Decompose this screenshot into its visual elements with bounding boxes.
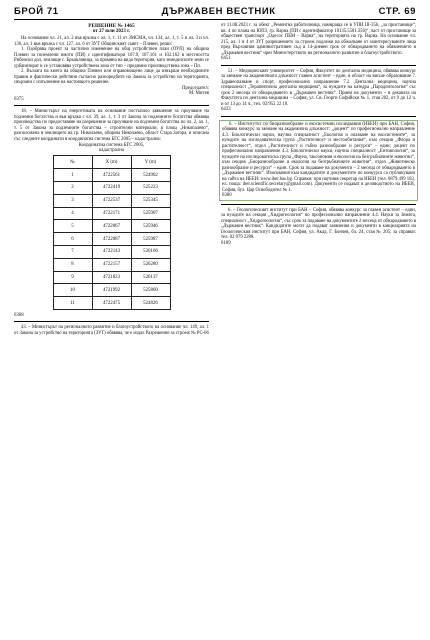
cell-x: 4722475 xyxy=(92,297,131,310)
page-header xyxy=(14,6,416,20)
decision-para-2: 1. Одобрява проект за частично изменение на общ устройствен план (ОУП) на община Плевен за поземлени имоти (ПИ) с идентификатори 107.9, 107.161 и 102.162 в местността Рибенски дол, землище с. Брышляница, за промяна на вида територия, като земеделските земи се урбанизират и се установява устройствена зона от тип – предимно производствена зона – Пп. xyxy=(14,47,209,69)
table-row xyxy=(53,220,170,233)
cell-x: 4722561 xyxy=(92,169,131,182)
cell-number: 5 xyxy=(53,220,92,233)
divider xyxy=(221,116,416,117)
chair-name: М. Митев xyxy=(189,91,209,97)
page-number: СТР. 69 xyxy=(378,6,416,17)
cell-number: 4 xyxy=(53,207,92,220)
cell-y: 525946 xyxy=(131,220,170,233)
issue-number: БРОЙ 71 xyxy=(14,6,59,17)
decision-date: от 27 юли 2023 г. xyxy=(92,29,131,34)
table-row xyxy=(53,181,170,194)
ministry-para: 18. – Министърът на енергетиката на основание постъпило заявление за проучване на подземни богатства и във връзка с чл. 39, ал. 1, т. 3 от Закона за подземните богатства обявява производство по предоставяне на разрешение за проучване на подземни богатства по чл. 2, ал. 1, т. 5 от Закона за подземните богатства – строителни материали, в площ „Никопалево“, разположена в землището на гр. Николаево, община Николаево, област Стара Загора, и описана със следните координати в координатна система БГС 2005 – кадастрална: xyxy=(14,109,209,142)
coord-table-title-line2: кадастрална xyxy=(99,148,124,154)
right-column xyxy=(221,23,416,336)
mu-sofia-para: 51. – Медицинският университет – София, Факултет по дентална медицина, обявява конкурс за заемане на академичната длъжност главен асистент – един, в област на висше образование 7. Здравеопазване и спорт, професионално направление 7.2. Дентална медицина, научна специалност „Терапевтична дентална медицина“, за нуждите на катедра „Пародонтология“ със срок 2 месеца от обнародването в „Държавен вестник“. Прием на документи – в деканата на Факултета по дентална медицина – София, ул. Св. Георги Софийски № 1, стая 202, от 9 до 12 ч. и от 13 до 14 ч., тел. 02/952 22 10. xyxy=(221,68,416,107)
cell-x: 4722171 xyxy=(92,207,131,220)
cell-number: 2 xyxy=(53,181,92,194)
cell-x: 4722537 xyxy=(92,194,131,207)
highlighted-announcement xyxy=(219,120,418,201)
ref-code-6380: 6380 xyxy=(222,193,232,198)
cell-number: 7 xyxy=(53,245,92,258)
decision-para-3: 2. Възлага на кмета на община Плевен или оправомощено лице да извърши необходимите правни и фактически действия съгласно разпоредбите на Закона за устройство на територията, свързани с изпълнение на настоящото решение. xyxy=(14,69,209,85)
table-row xyxy=(53,297,170,310)
cell-x: 4722143 xyxy=(92,245,131,258)
columns xyxy=(14,23,416,336)
cell-x: 4721823 xyxy=(92,271,131,284)
table-row xyxy=(53,284,170,297)
col-header-x: X (m) xyxy=(92,156,131,169)
decision-para-1: На основание чл. 21, ал. 2 във връзка с ал. 1, т. 11 от ЗМСМА, чл. 134, ал. 1, т. 5 и ал. 3 и чл. 136, ал. 1 във връзка с чл. 127, ал. 6 от ЗУТ Общинският съвет – Плевен, реши: xyxy=(14,36,209,47)
cell-y: 524902 xyxy=(131,169,170,182)
table-row xyxy=(53,245,170,258)
ref-code-6189: 6189 xyxy=(221,240,231,246)
cell-number: 8 xyxy=(53,258,92,271)
cell-y: 525345 xyxy=(131,194,170,207)
table-row xyxy=(53,258,170,271)
table-row xyxy=(53,207,170,220)
left-column xyxy=(14,23,209,336)
mrrb-para: 43. – Министърът на регионалното развитие и благоустройството на основание чл. 149, ал. 1 от Закона за устройство на територията (ЗУТ) обявява, че е издал Разрешение за строеж № РС-66 xyxy=(14,325,209,336)
geo-institute-para: 6. – Геологическият институт при БАН – София, обявява конкурс за главен асистент – един, за нуждите на секция „Хидрогеология“ по професионално направление 4.4. Науки за Земята, специалност „Хидрогеология“, със срок за подаване на документите 2 месеца от обнародването в „Държавен вестник“. Кандидатите могат да подават заявления и документи в канцеларията на Геологическия институт при БАН, София, ул. Акад. Г. Бончев, бл. 24, стая № 205; за справки: тел. 02 979 2288. xyxy=(221,207,416,240)
coordinate-table xyxy=(53,155,171,310)
cell-x: 4722067 xyxy=(92,220,131,233)
continued-para: от 11.08.2023 г. за обект „Ремонтна работилница, намираща се в УПИ III-356, „за пристанище“, кв. 4 по плана на ЮПЗ, гр. Варна (ПИ с идентификатор 10135.5501.356)“, част от пристанище за обществен транспорт „Одесос ПБМ – Варна“, на територията на гр. Варна. На основание чл. 215, ал. 1 и 4 от ЗУТ разрешението за строеж подлежи на обжалване от заинтересуваните лица пред Върховния административен съд в 14-дневен срок от обнародването на обявлението в „Държавен вестник“ чрез Министерството на регионалното развитие и благоустройството. xyxy=(221,23,416,56)
coord-table-title-line1: Координатна система БГС 2005, xyxy=(78,143,145,149)
table-row xyxy=(53,271,170,284)
cell-y: 525907 xyxy=(131,207,170,220)
ref-code-6433: 6433 xyxy=(221,107,231,112)
cell-y: 525223 xyxy=(131,181,170,194)
cell-y: 526166 xyxy=(131,245,170,258)
cell-y: 525860 xyxy=(131,284,170,297)
col-header-y: Y (m) xyxy=(131,156,170,169)
table-header-row xyxy=(53,156,170,169)
cell-x: 4722419 xyxy=(92,181,131,194)
cell-x: 4721992 xyxy=(92,284,131,297)
ref-code-6451: 6451 xyxy=(221,56,231,61)
ref-code-6375: 6375 xyxy=(14,96,24,102)
cell-number: 6 xyxy=(53,233,92,246)
cell-number: 11 xyxy=(53,297,92,310)
chair-label: Председател: xyxy=(181,85,209,91)
decision-title: РЕШЕНИЕ № 1465 xyxy=(88,23,135,29)
coord-table-title xyxy=(14,143,209,153)
table-row xyxy=(53,194,170,207)
cell-number: 9 xyxy=(53,271,92,284)
cell-y: 526280 xyxy=(131,258,170,271)
divider xyxy=(14,321,209,322)
table-row xyxy=(53,233,170,246)
publication-title: ДЪРЖАВЕН ВЕСТНИК xyxy=(161,6,276,17)
divider xyxy=(14,105,209,106)
table-row xyxy=(53,169,170,182)
divider xyxy=(221,65,416,66)
cell-number: 3 xyxy=(53,194,92,207)
col-header-number: № xyxy=(53,156,92,169)
ref-code-6368: 6368 xyxy=(14,312,24,318)
cell-y: 524826 xyxy=(131,297,170,310)
cell-x: 4722087 xyxy=(92,233,131,246)
cell-number: 10 xyxy=(53,284,92,297)
cell-y: 526137 xyxy=(131,271,170,284)
cell-number: 1 xyxy=(53,169,92,182)
ibei-para: 6. – Институтът по биоразнообразие и екосистемни изследвания (ИБЕИ) при БАН, София, обявява конкурс за заемане на академична длъжност: „доцент“ по професионално направление 4.3. Биологически науки, научна специалност „Екология и опазване на екосистемите“, за нуждите на изследователска група „Растителност и местообитания“, към секция „Флора и растителност“, отдел „Растителност и гъбно разнообразие и ресурси“ – един; доцент по професионално направление 4.3. Биологически науки, научна специалност „Ентомология“, за нуждите на изследователска група „Фауна, таксономия и екология на безгръбначните животни“, към секция „Биоразнообразие и екология на безгръбначните животни“, отдел „Животинско разнообразие и ресурси“ – един. Срок за подаване на документи – 2 месеца от обнародването в „Държавен вестник“. Изисквания към кандидатите и документите по конкурса са публикувани на сайта на ИБЕИ: www.iber.bas.bg. Справки: при научния секретар на ИБЕИ (тел. 0879 499 183, ел. поща: iber.scientific.secretary@gmail.com). Документи се подават в деловодството на ИБЕИ, София, бул. Цар Освободител № 1. xyxy=(222,121,415,193)
divider xyxy=(221,204,416,205)
cell-x: 4722157 xyxy=(92,258,131,271)
cell-y: 525987 xyxy=(131,233,170,246)
